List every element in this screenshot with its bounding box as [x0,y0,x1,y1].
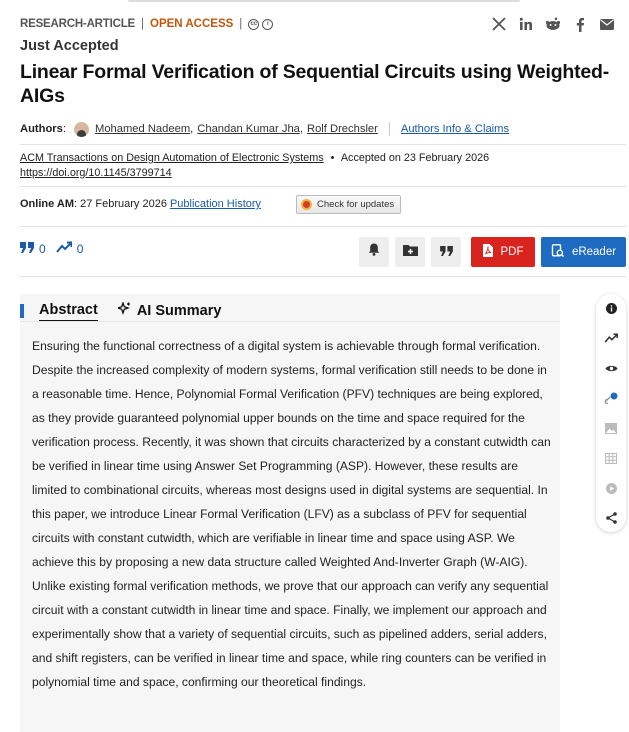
media-icon[interactable] [604,481,618,495]
sparkle-icon [118,302,131,319]
side-rail [596,294,626,532]
content-tabs [20,294,560,322]
journal-link[interactable]: ACM Transactions on Design Automation of Electronic Systems [20,152,324,164]
tab-abstract[interactable]: Abstract [39,302,98,321]
authors-label: Authors [20,123,63,135]
open-access-label: OPEN ACCESS [150,18,234,30]
citation-count: 0 [39,241,46,256]
download-count: 0 [76,241,84,256]
tab-ai-summary[interactable] [118,302,222,321]
metrics-bar [20,241,93,256]
author-link[interactable]: Chandan Kumar Jha [197,123,300,135]
folder-plus-icon [403,243,418,261]
reddit-icon[interactable] [545,16,561,32]
facebook-icon[interactable] [572,16,588,32]
email-icon[interactable] [599,16,615,32]
top-shadow [128,0,520,2]
article-title: Linear Formal Verification of Sequential Circuits using Weighted-AIGs [20,61,610,107]
check-for-updates-button[interactable] [296,195,401,214]
meta-separator: | [239,18,243,30]
avatar[interactable] [74,122,89,137]
by-icon: i [262,19,273,30]
divider [389,122,390,136]
online-date: : 27 February 2026 [73,198,167,210]
article-meta-row [20,16,615,32]
doi-link[interactable]: https://doi.org/10.1145/3799714 [20,167,172,179]
article-actions [359,237,626,267]
citation-quote-icon[interactable] [20,242,34,256]
authors-info-link[interactable]: Authors Info & Claims [400,123,510,135]
divider [20,186,626,187]
accepted-date: Accepted on 23 February 2026 [340,152,490,164]
divider [20,226,626,227]
divider [20,144,626,145]
quote-icon [440,243,453,261]
divider [20,276,626,277]
linkedin-icon[interactable] [518,16,534,32]
share-icon[interactable] [604,511,618,525]
author-comma: , [299,123,303,135]
bell-icon [368,243,380,261]
author-link[interactable]: Rolf Drechsler [307,123,378,135]
ereader-button[interactable] [541,237,626,267]
author-link[interactable]: Mohamed Nadeem [95,123,191,135]
trend-icon[interactable] [56,241,72,256]
article-type-label: RESEARCH-ARTICLE [20,18,135,30]
trend-icon[interactable] [604,331,618,345]
pdf-button[interactable] [471,237,535,267]
cite-button[interactable] [431,237,461,267]
abstract-panel [20,294,560,732]
tab-ai-summary-label: AI Summary [136,302,222,319]
ereader-icon [551,244,564,260]
ereader-label: eReader [571,246,617,258]
alert-button[interactable] [359,237,389,267]
journal-info [20,151,489,181]
abstract-text: Ensuring the functional correctness of a digital system is achievable through formal verification. Despite the increased complexity of modern systems, formal verification still needs to be done in a reasonable time. Hence, Polynomial Formal Verification (PFV) techniques are being explored, as they provide guaranteed polynomial upper bounds on the time and space required for the verification process. Recently, it was shown that circuits characterized by a constant cutwidth can be verified in linear time using Answer Set Programming (ASP). However, these results are limited to combinational circuits, whereas most designs used in digital systems are sequential. In this paper, we introduce Linear Formal Verification (LFV) as a subclass of PFV for sequential circuits with constant cutwidth, which are verifiable in linear time and space using ASP. We achieve this by proposing a new data structure called Weighted And-Inverter Graph (W-AIG). Unlike existing formal verification methods, we prove that our approach can verify any sequential circuit with a constant cutwidth in linear time and space. Finally, we implement our approach and experimentally show that a variety of sequential circuits, such as pipelined adders, serial adders, and shift registers, can be verified in linear time and space, while ring counters can be verified in polynomial time and space, confirming our theoretical findings. [32,339,551,689]
tab-marker [20,304,24,318]
table-icon[interactable] [604,451,618,465]
online-label: Online AM [20,198,74,210]
add-to-collection-button[interactable] [395,237,425,267]
pdf-icon [483,244,493,260]
x-icon[interactable] [491,16,507,32]
info-icon[interactable] [604,301,618,315]
author-comma: , [190,123,194,135]
authors-row [20,119,509,139]
license-icons [248,19,273,30]
authors-colon: : [62,123,66,135]
check-updates-icon [301,199,312,210]
check-updates-label: Check for updates [317,198,395,210]
publication-status: Just Accepted [20,38,119,54]
meta-separator: | [141,18,144,30]
online-row [20,194,401,214]
image-icon[interactable] [604,421,618,435]
pdf-label: PDF [500,246,524,258]
cc-icon: cc [248,19,259,30]
eye-icon[interactable] [604,361,618,375]
publication-history-link[interactable]: Publication History [169,198,262,210]
references-badge: 47 [612,389,620,395]
share-bar [491,16,615,32]
bullet-separator: • [330,152,335,164]
